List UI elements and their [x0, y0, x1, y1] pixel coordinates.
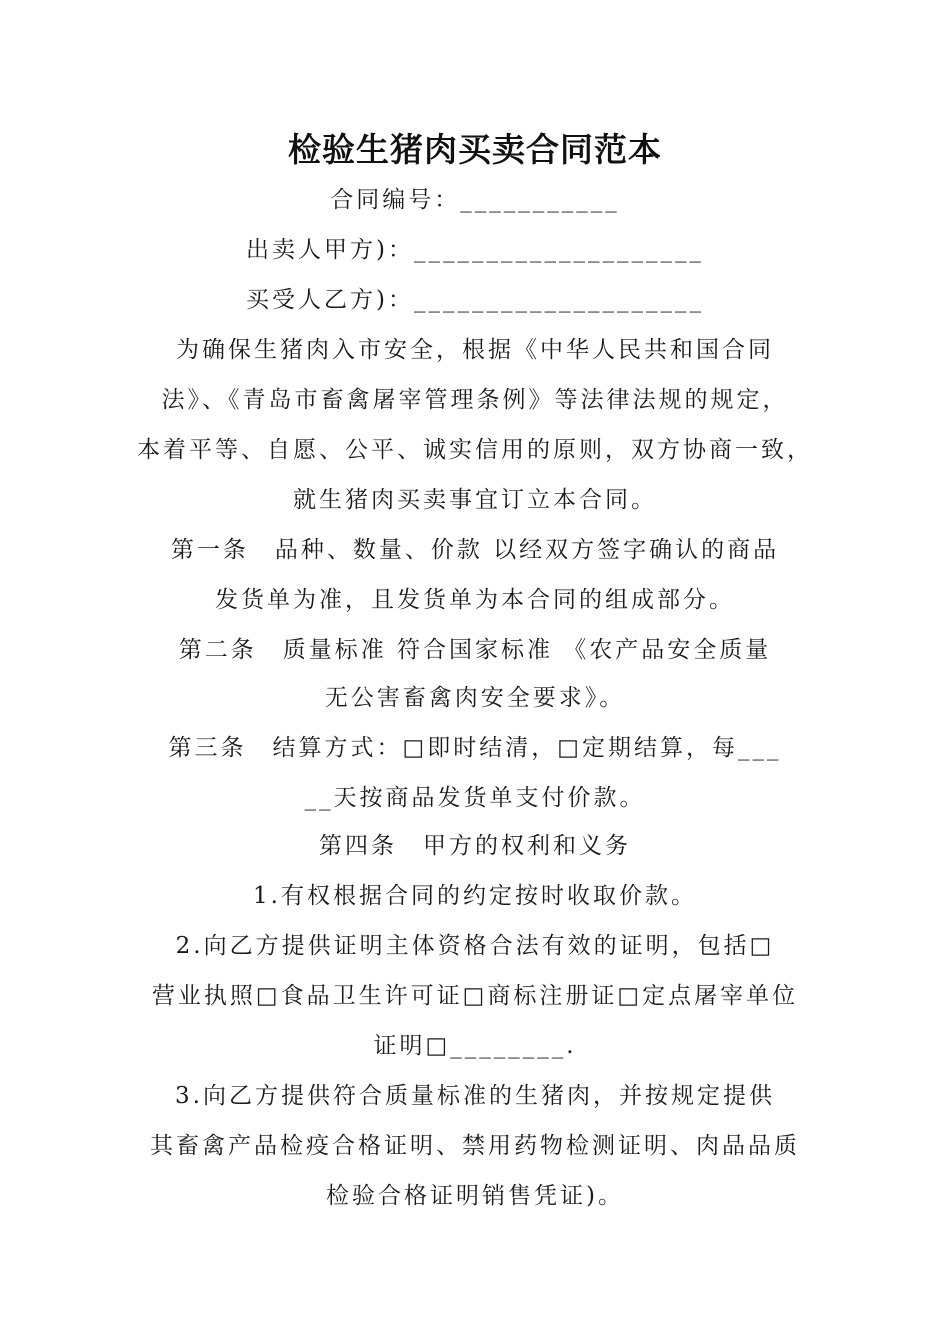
article-4-heading: 第四条 甲方的权利和义务: [319, 833, 631, 859]
seller-party-line: 出卖人甲方)：____________________: [246, 237, 704, 263]
document-title: 检验生猪肉买卖合同范本: [288, 130, 662, 169]
article-3-line-1: 第三条 结算方式：□即时结清，□定期结算，每___: [168, 735, 782, 761]
contract-number-line: 合同编号：___________: [330, 187, 620, 213]
article-4-item-1: 1.有权根据合同的约定按时收取价款。: [253, 883, 697, 909]
buyer-party-line: 买受人乙方)：____________________: [246, 287, 704, 313]
article-4-item-2-line-1: 2.向乙方提供证明主体资格合法有效的证明，包括□: [175, 933, 775, 959]
article-2-line-2: 无公害畜禽肉安全要求》。: [324, 685, 626, 711]
article-4-item-3-line-3: 检验合格证明销售凭证)。: [326, 1183, 624, 1209]
article-4-item-2-line-3: 证明□________.: [373, 1033, 577, 1059]
article-2-line-1: 第二条 质量标准 符合国家标准 《农产品安全质量: [178, 637, 772, 663]
article-4-item-3-line-1: 3.向乙方提供符合质量标准的生猪肉，并按规定提供: [175, 1083, 775, 1109]
article-1-line-1: 第一条 品种、数量、价款 以经双方签字确认的商品: [170, 537, 780, 563]
preamble-line-1: 为确保生猪肉入市安全，根据《中华人民共和国合同: [176, 337, 774, 363]
article-4-item-2-line-2: 营业执照□食品卫生许可证□商标注册证□定点屠宰单位: [151, 983, 799, 1009]
article-1-line-2: 发货单为准，且发货单为本合同的组成部分。: [215, 587, 735, 613]
preamble-line-4: 就生猪肉买卖事宜订立本合同。: [293, 487, 657, 513]
preamble-line-2: 法》、《青岛市畜禽屠宰管理条例》等法律法规的规定，: [161, 387, 789, 413]
preamble-line-3: 本着平等、自愿、公平、诚实信用的原则，双方协商一致，: [137, 437, 813, 463]
article-4-item-3-line-2: 其畜禽产品检疫合格证明、禁用药物检测证明、肉品品质: [150, 1133, 800, 1159]
article-3-line-2: __天按商品发货单支付价款。: [304, 785, 646, 811]
